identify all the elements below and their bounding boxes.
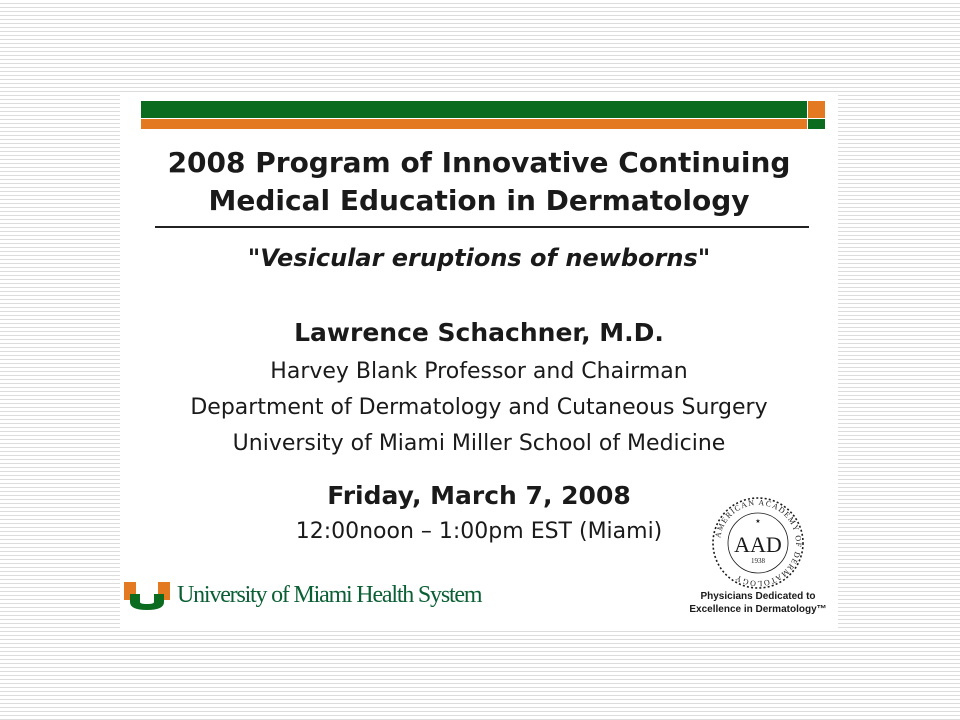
title-divider xyxy=(155,226,809,228)
header-green-bar xyxy=(141,101,807,118)
speaker-affiliation xyxy=(120,354,838,462)
svg-text:1938: 1938 xyxy=(751,557,765,565)
affiliation-line-3: University of Miami Miller School of Medicine xyxy=(232,431,726,456)
talk-title: "Vesicular eruptions of newborns" xyxy=(247,244,711,272)
slide xyxy=(120,92,838,628)
speaker-name: Lawrence Schachner, M.D. xyxy=(294,318,664,347)
aad-tagline xyxy=(685,590,831,616)
um-health-system-wordmark: University of Miami Health System xyxy=(177,582,482,608)
aad-tagline-line-1: Physicians Dedicated to xyxy=(700,591,816,602)
header-green-square xyxy=(808,119,825,129)
svg-text:AMERICAN ACADEMY OF DERMATOLOG: AMERICAN ACADEMY OF DERMATOLOGY xyxy=(713,497,804,589)
title-line-1: 2008 Program of Innovative Continuing xyxy=(167,146,791,179)
aad-seal-icon xyxy=(710,495,806,591)
program-title xyxy=(120,144,838,220)
header-orange-square xyxy=(808,101,825,118)
svg-text:AAD: AAD xyxy=(734,532,782,557)
affiliation-line-2: Department of Dermatology and Cutaneous Surgery xyxy=(190,395,768,420)
header-orange-bar xyxy=(141,119,807,129)
event-time: 12:00noon – 1:00pm EST (Miami) xyxy=(295,519,663,544)
svg-text:★: ★ xyxy=(755,518,761,525)
event-date: Friday, March 7, 2008 xyxy=(327,481,631,510)
affiliation-line-1: Harvey Blank Professor and Chairman xyxy=(270,359,688,384)
um-u-logo-icon xyxy=(123,580,171,612)
title-line-2: Medical Education in Dermatology xyxy=(208,184,750,217)
aad-tagline-line-2: Excellence in Dermatology™ xyxy=(689,604,827,615)
